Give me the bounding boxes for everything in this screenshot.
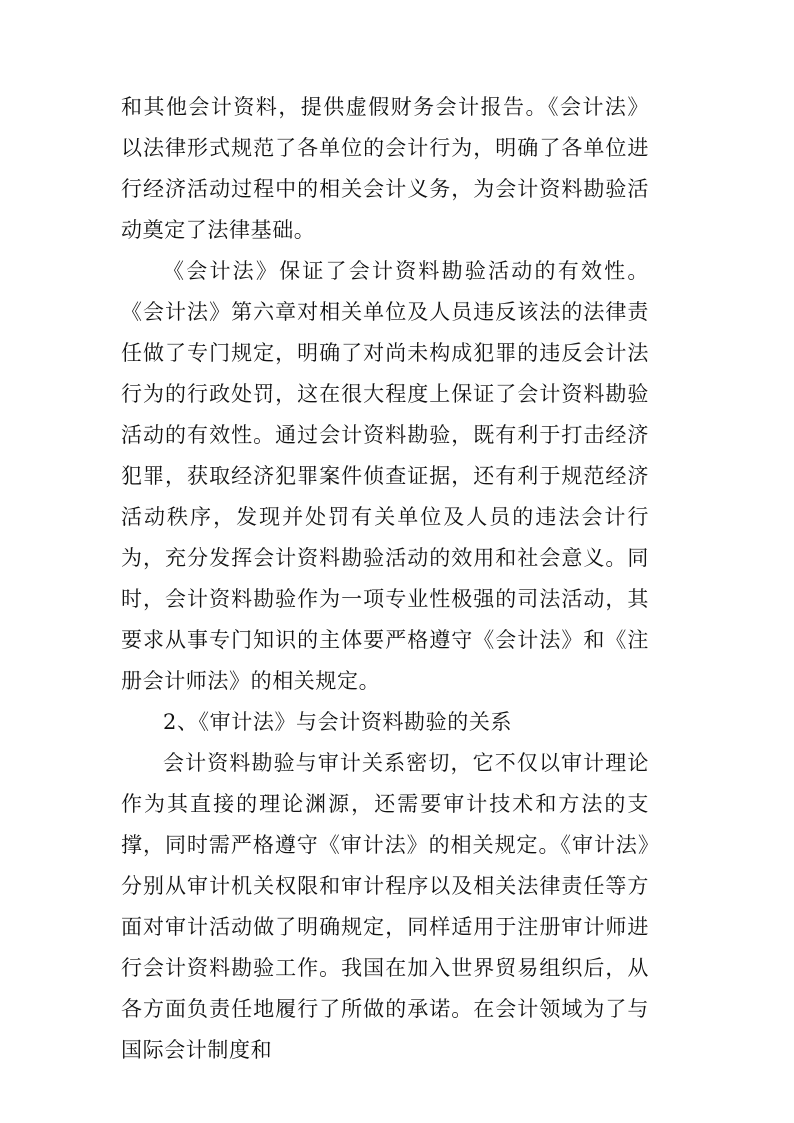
section-heading-audit-law: 2、《审计法》与会计资料勘验的关系	[163, 710, 513, 734]
paragraph-continuation: 和其他会计资料，提供虚假财务会计报告。《会计法》以法律形式规范了各单位的会计行为，明确了各单位进行经济活动过程中的相关会计义务，为会计资料勘验活动奠定了法律基础。	[121, 95, 649, 242]
document-body	[121, 87, 649, 1071]
paragraph-accounting-law-validity: 《会计法》保证了会计资料勘验活动的有效性。《会计法》第六章对相关单位及人员违反该法的法律责任做了专门规定，明确了对尚未构成犯罪的违反会计法行为的行政处罚，这在很大程度上保证了会计资料勘验活动的有效性。通过会计资料勘验，既有利于打击经济犯罪，获取经济犯罪案件侦查证据，还有利于规范经济活动秩序，发现并处罚有关单位及人员的违法会计行为，充分发挥会计资料勘验活动的效用和社会意义。同时，会计资料勘验作为一项专业性极强的司法活动，其要求从事专门知识的主体要严格遵守《会计法》和《注册会计师法》的相关规定。	[121, 259, 649, 693]
paragraph-audit-relationship: 会计资料勘验与审计关系密切，它不仅以审计理论作为其直接的理论渊源，还需要审计技术和方法的支撑，同时需严格遵守《审计法》的相关规定。《审计法》分别从审计机关权限和审计程序以及相关法律责任等方面对审计活动做了明确规定，同样适用于注册审计师进行会计资料勘验工作。我国在加入世界贸易组织后，从各方面负责任地履行了所做的承诺。在会计领域为了与国际会计制度和	[121, 751, 649, 1062]
